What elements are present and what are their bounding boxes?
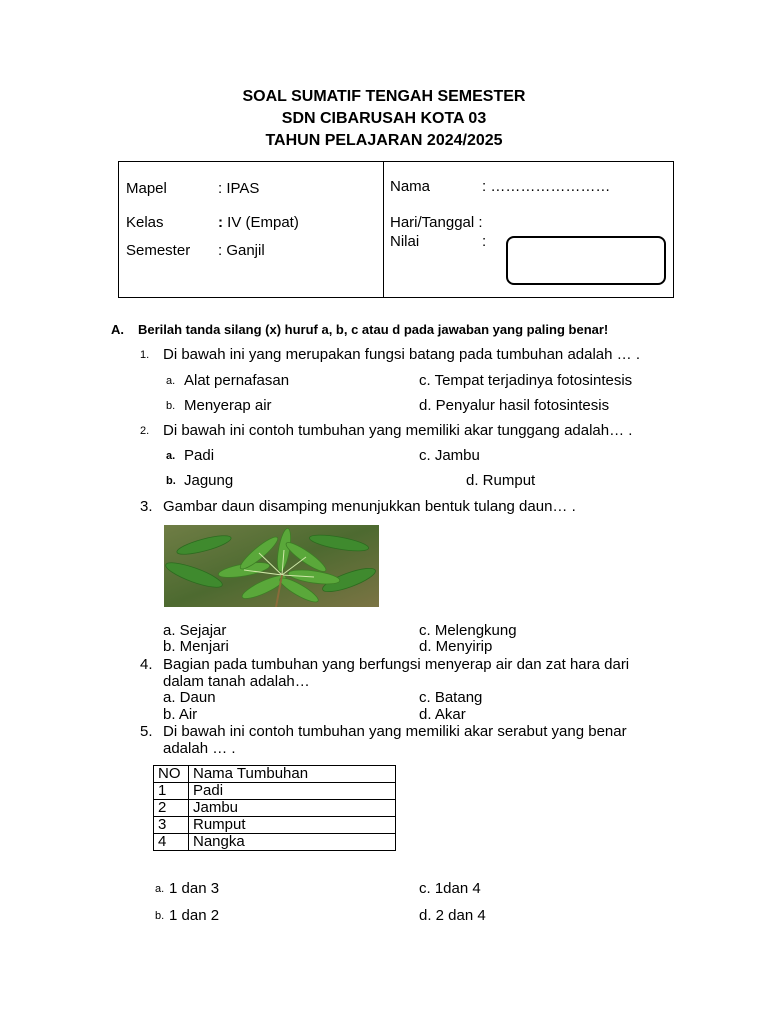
table-cell-no: 3	[154, 817, 189, 834]
mapel-label: Mapel	[126, 180, 167, 197]
nilai-colon: :	[482, 233, 487, 250]
q3-option-d[interactable]: d. Menyirip	[419, 638, 493, 655]
table-cell-name: Jambu	[189, 800, 396, 817]
q1-option-a[interactable]: Alat pernafasan	[184, 372, 290, 389]
section-instruction: Berilah tanda silang (x) huruf a, b, c atau d pada jawaban yang paling benar!	[138, 322, 609, 337]
table-cell-name: Rumput	[189, 817, 396, 834]
q1-option-d[interactable]: d. Penyalur hasil fotosintesis	[419, 397, 610, 414]
q3-option-a[interactable]: a. Sejajar	[163, 622, 227, 639]
title-line-3: TAHUN PELAJARAN 2024/2025	[265, 132, 503, 149]
q2-b-letter[interactable]: b.	[166, 475, 176, 487]
q5-a-letter[interactable]: a.	[155, 883, 165, 895]
cassava-leaf-illustration	[164, 525, 379, 607]
q4-number: 4.	[140, 656, 153, 673]
title-line-2: SDN CIBARUSAH KOTA 03	[281, 110, 487, 127]
nilai-label: Nilai	[390, 233, 420, 250]
q4-option-c[interactable]: c. Batang	[419, 689, 483, 706]
table-header-name: Nama Tumbuhan	[189, 766, 396, 783]
q2-text: Di bawah ini contoh tumbuhan yang memiliki akar tunggang adalah… .	[163, 422, 633, 439]
q4-text-line-1: Bagian pada tumbuhan yang berfungsi menyerap air dan zat hara dari	[163, 656, 630, 673]
table-row	[154, 783, 396, 800]
q4-option-d[interactable]: d. Akar	[419, 706, 466, 723]
q4-option-a[interactable]: a. Daun	[163, 689, 216, 706]
q3-option-c[interactable]: c. Melengkung	[419, 622, 517, 639]
semester-label: Semester	[126, 242, 191, 259]
q4-option-b[interactable]: b. Air	[163, 706, 198, 723]
q5-text-line-2: adalah … .	[163, 740, 236, 757]
q5-number: 5.	[140, 723, 153, 740]
nama-label: Nama	[390, 178, 431, 195]
table-cell-no: 1	[154, 783, 189, 800]
q5-option-b[interactable]: 1 dan 2	[169, 907, 220, 924]
kelas-text: IV (Empat)	[223, 214, 299, 231]
table-cell-no: 4	[154, 834, 189, 851]
q5-option-c[interactable]: c. 1dan 4	[419, 880, 481, 897]
table-row	[154, 817, 396, 834]
q1-a-letter[interactable]: a.	[166, 375, 176, 387]
q1-b-letter[interactable]: b.	[166, 400, 176, 412]
q1-option-c[interactable]: c. Tempat terjadinya fotosintesis	[419, 372, 633, 389]
q4-text-line-2: dalam tanah adalah…	[163, 673, 310, 690]
kelas-colon: :	[218, 214, 223, 231]
q2-option-c[interactable]: c. Jambu	[419, 447, 480, 464]
nilai-score-box[interactable]	[506, 236, 666, 285]
q2-number: 2.	[140, 425, 150, 437]
hari-tanggal-label: Hari/Tanggal :	[390, 214, 483, 231]
section-letter: A.	[111, 322, 124, 337]
title-line-1: SOAL SUMATIF TENGAH SEMESTER	[242, 88, 526, 105]
cassava-leaf-image	[164, 525, 379, 607]
q1-option-b[interactable]: Menyerap air	[184, 397, 272, 414]
q1-number: 1.	[140, 349, 150, 361]
plants-table	[153, 765, 396, 851]
q2-option-b[interactable]: Jagung	[184, 472, 234, 489]
table-header-row	[154, 766, 396, 783]
q1-text: Di bawah ini yang merupakan fungsi batang pada tumbuhan adalah … .	[163, 346, 640, 363]
q5-b-letter[interactable]: b.	[155, 910, 165, 922]
table-cell-name: Nangka	[189, 834, 396, 851]
table-cell-name: Padi	[189, 783, 396, 800]
q5-text-line-1: Di bawah ini contoh tumbuhan yang memiliki akar serabut yang benar	[163, 723, 627, 740]
q3-option-b[interactable]: b. Menjari	[163, 638, 229, 655]
q5-option-d[interactable]: d. 2 dan 4	[419, 907, 486, 924]
q3-text: Gambar daun disamping menunjukkan bentuk tulang daun… .	[163, 498, 576, 515]
kelas-label: Kelas	[126, 214, 164, 231]
table-row	[154, 834, 396, 851]
q2-option-d[interactable]: d. Rumput	[466, 472, 536, 489]
q2-option-a[interactable]: Padi	[184, 447, 215, 464]
q5-option-a[interactable]: 1 dan 3	[169, 880, 220, 897]
q3-number: 3.	[140, 498, 153, 515]
table-cell-no: 2	[154, 800, 189, 817]
table-row	[154, 800, 396, 817]
table-header-no: NO	[154, 766, 189, 783]
info-divider	[383, 162, 384, 297]
nama-value: : ……………………	[482, 178, 611, 195]
mapel-value: : IPAS	[218, 180, 260, 197]
q2-a-letter[interactable]: a.	[166, 450, 176, 462]
semester-value: : Ganjil	[218, 242, 265, 259]
kelas-value	[218, 214, 299, 231]
